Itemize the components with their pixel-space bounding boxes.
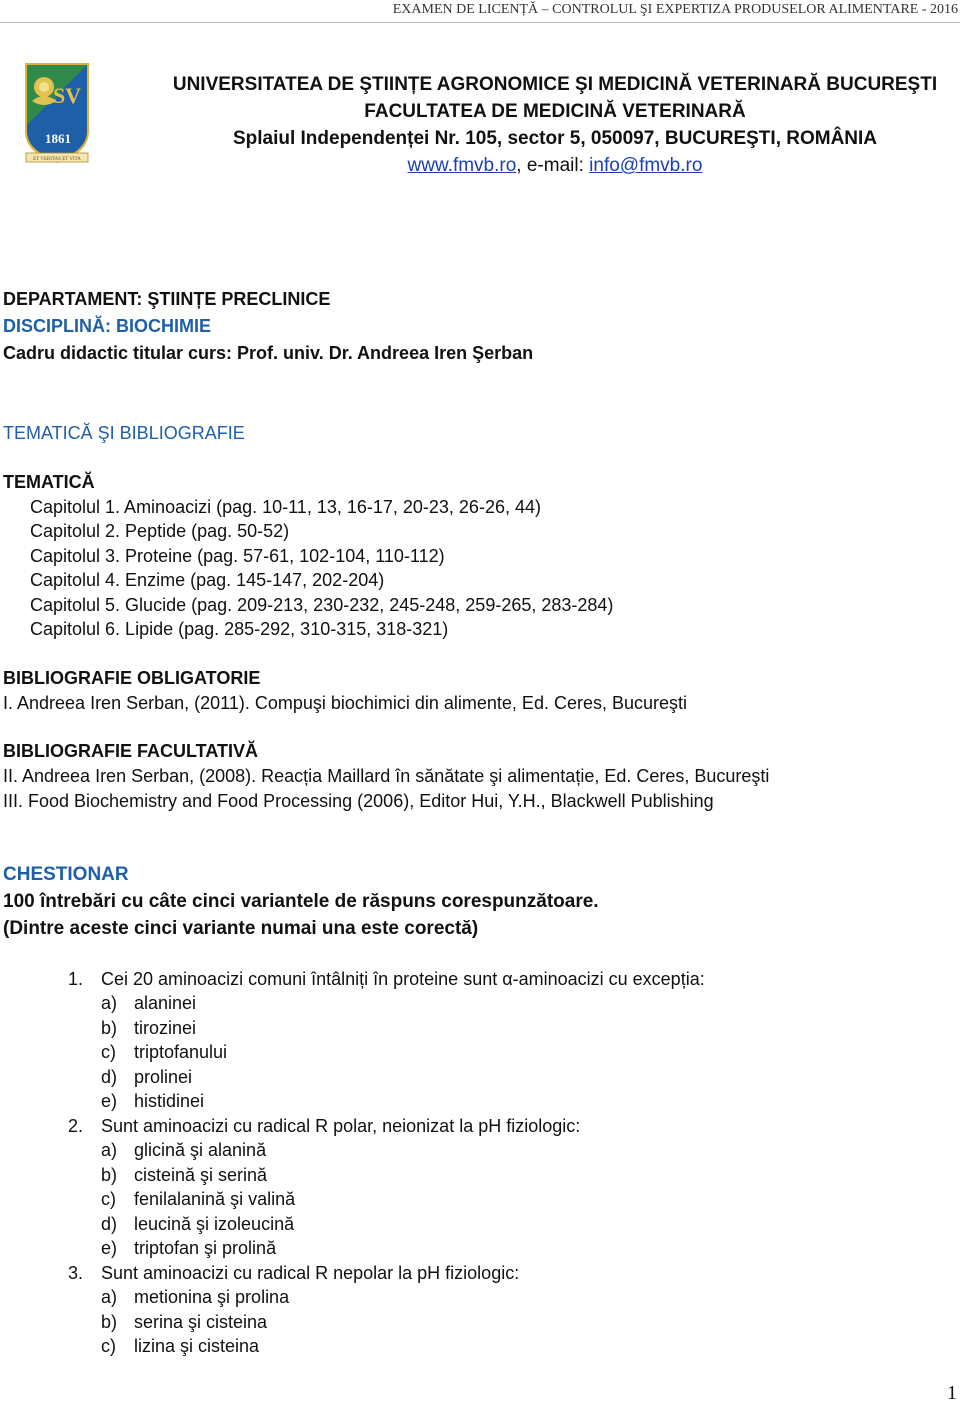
chapter-item: Capitolul 2. Peptide (pag. 50-52) (30, 521, 290, 541)
answer-option: b) tirozinei (101, 1018, 197, 1038)
chapter-item: Capitolul 3. Proteine (pag. 57-61, 102-104, 110-112) (30, 546, 445, 566)
tematica-heading: TEMATICĂ (3, 472, 95, 492)
contact-line (150, 152, 960, 179)
answer-option: a) metionina şi prolina (101, 1287, 290, 1307)
answer-option: e) triptofan şi prolină (101, 1238, 277, 1258)
chapter-item: Capitolul 1. Aminoacizi (pag. 10-11, 13, 16-17, 20-23, 26-26, 44) (30, 497, 541, 517)
question-text: Sunt aminoacizi cu radical R nepolar la pH fiziologic: (101, 1263, 520, 1283)
chapter-item: Capitolul 5. Glucide (pag. 209-213, 230-232, 245-248, 259-265, 283-284) (30, 595, 614, 615)
bibliography-item: III. Food Biochemistry and Food Processing (2006), Editor Hui, Y.H., Blackwell Publishing (3, 791, 714, 811)
logo-year: 1861 (45, 131, 71, 146)
answer-option: a) alaninei (101, 993, 197, 1013)
department-line: DEPARTAMENT: ŞTIINȚE PRECLINICE (3, 289, 331, 309)
question-text: Sunt aminoacizi cu radical R polar, neionizat la pH fiziologic: (101, 1116, 581, 1136)
question-number: 3. (68, 1263, 84, 1283)
email-prefix: , e-mail: (516, 155, 590, 176)
discipline-line: DISCIPLINĂ: BIOCHIMIE (3, 316, 212, 336)
website-link[interactable]: www.fmvb.ro (407, 155, 517, 176)
question-number: 2. (68, 1116, 84, 1136)
page-number: 1 (947, 1382, 957, 1404)
chestionar-note: (Dintre aceste cinci variante numai una este corectă) (3, 918, 479, 939)
logo-motto: ET VERITAS ET VITA (33, 157, 81, 162)
answer-option: c) fenilalanină şi valină (101, 1189, 296, 1209)
question-number: 1. (68, 969, 84, 989)
chapter-item: Capitolul 4. Enzime (pag. 145-147, 202-204) (30, 570, 385, 590)
answer-option: b) serina şi cisteina (101, 1312, 268, 1332)
answer-option: c) triptofanului (101, 1042, 228, 1062)
section-title: TEMATICĂ ŞI BIBLIOGRAFIE (3, 423, 245, 443)
university-name: UNIVERSITATEA DE ŞTIINȚE AGRONOMICE ŞI MEDICINĂ VETERINARĂ BUCUREŞTI (172, 74, 938, 95)
university-address: Splaiul Independenței Nr. 105, sector 5, 050097, BUCUREŞTI, ROMÂNIA (232, 128, 878, 149)
chestionar-heading: CHESTIONAR (3, 864, 129, 885)
question-text: Cei 20 aminoacizi comuni întâlniți în proteine sunt α-aminoacizi cu excepția: (101, 969, 705, 989)
faculty-name: FACULTATEA DE MEDICINĂ VETERINARĂ (364, 101, 746, 122)
answer-option: c) lizina şi cisteina (101, 1336, 260, 1356)
chapter-item: Capitolul 6. Lipide (pag. 285-292, 310-315, 318-321) (30, 619, 449, 639)
answer-option: a) glicină şi alanină (101, 1140, 267, 1160)
email-link[interactable]: info@fmvb.ro (589, 155, 703, 176)
university-logo (24, 61, 90, 167)
university-header (150, 71, 960, 179)
running-header: EXAMEN DE LICENȚĂ – CONTROLUL ŞI EXPERTIZA PRODUSELOR ALIMENTARE - 2016 (0, 1, 960, 23)
answer-option: e) histidinei (101, 1091, 205, 1111)
teacher-line: Cadru didactic titular curs: Prof. univ. Dr. Andreea Iren Şerban (3, 343, 534, 363)
bibliography-item: II. Andreea Iren Serban, (2008). Reacția Maillard în sănătate şi alimentație, Ed. Ceres, Bucureşti (3, 766, 770, 786)
answer-option: b) cisteină şi serină (101, 1165, 268, 1185)
bibliography-mandatory-heading: BIBLIOGRAFIE OBLIGATORIE (3, 668, 261, 688)
answer-option: d) leucină şi izoleucină (101, 1214, 295, 1234)
logo-letters: SV (52, 83, 82, 108)
bibliography-item: I. Andreea Iren Serban, (2011). Compuşi biochimici din alimente, Ed. Ceres, Bucureşti (3, 693, 687, 713)
bibliography-optional-heading: BIBLIOGRAFIE FACULTATIVĂ (3, 741, 258, 761)
chestionar-intro: 100 întrebări cu câte cinci variantele de răspuns corespunzătoare. (3, 891, 599, 912)
answer-option: d) prolinei (101, 1067, 193, 1087)
